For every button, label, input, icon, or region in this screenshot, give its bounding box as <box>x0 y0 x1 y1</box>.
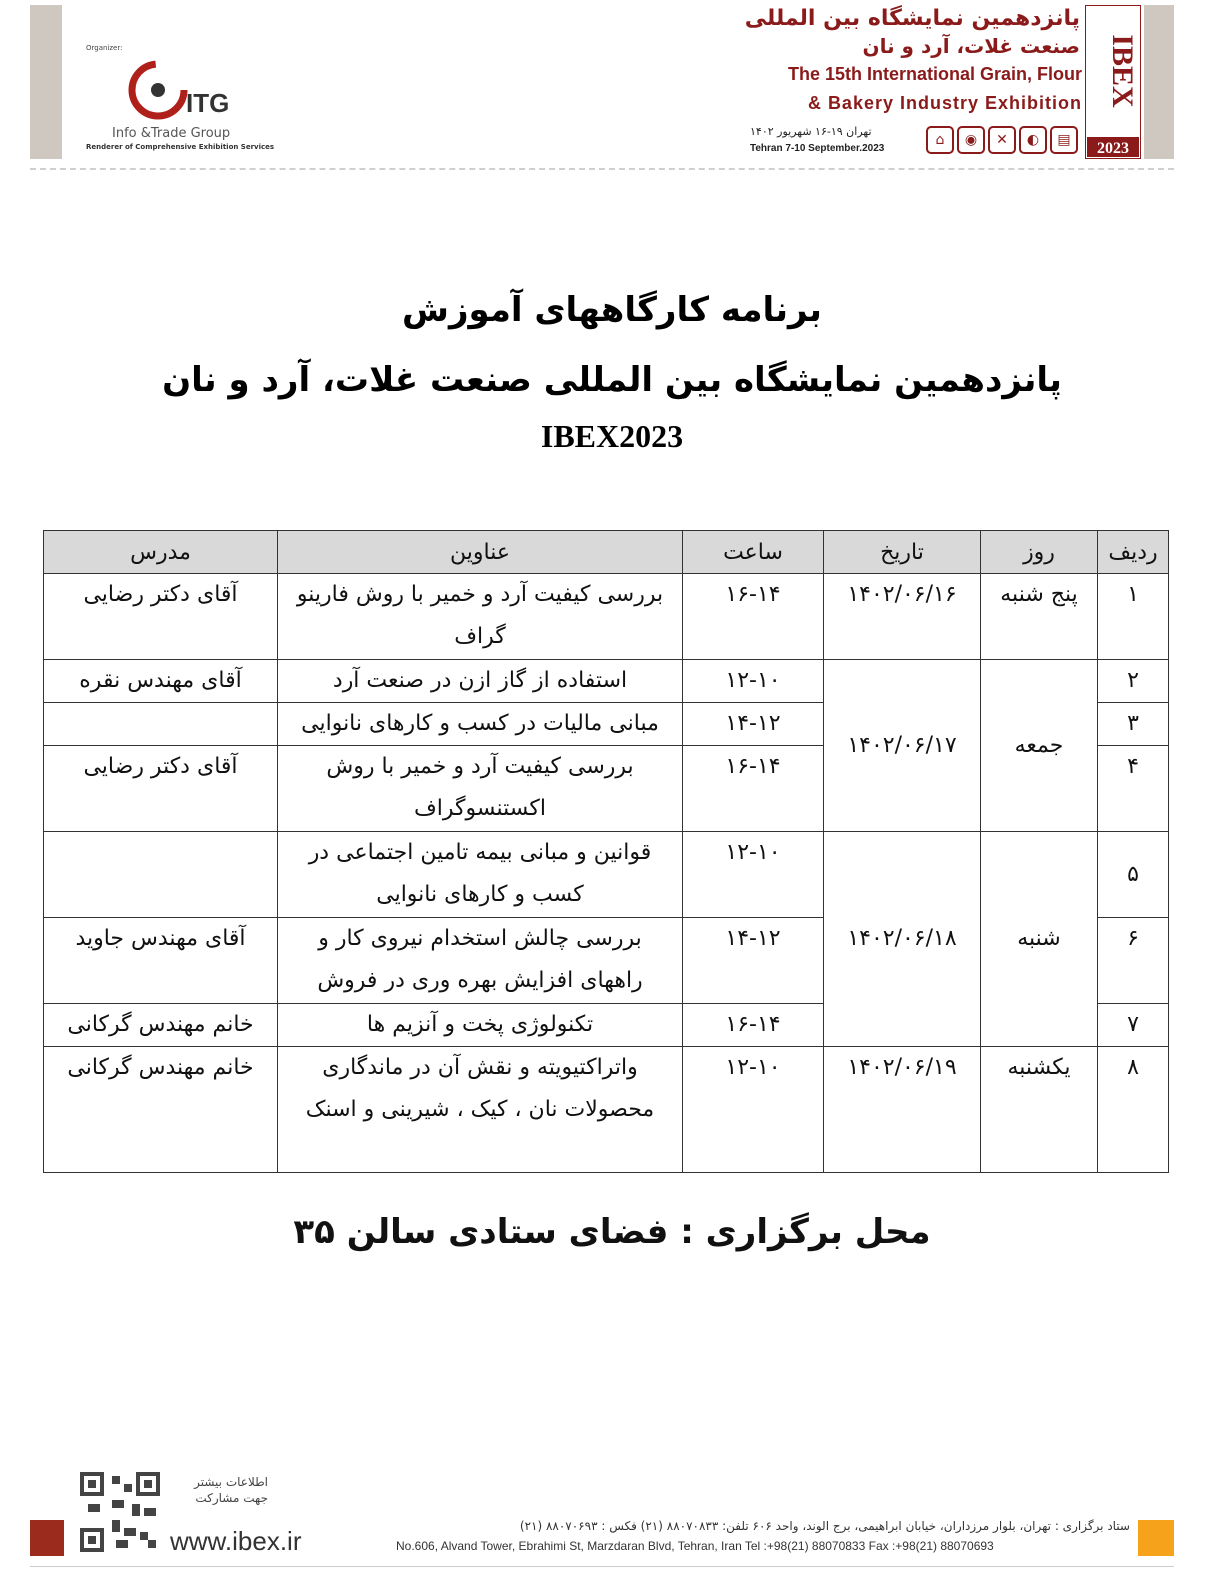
row-day: یکشنبه <box>981 1047 1098 1173</box>
table-row <box>44 574 1169 660</box>
row-topic: مبانی مالیات در کسب و کارهای نانوایی <box>278 703 683 746</box>
header-topic: عناوین <box>278 531 683 574</box>
footer-orange-block <box>1138 1520 1174 1556</box>
row-day: شنبه <box>981 832 1098 1047</box>
row-time: ۱۶-۱۴ <box>683 1004 824 1047</box>
row-time: ۱۴-۱۲ <box>683 703 824 746</box>
header-right-bar <box>1144 5 1174 159</box>
more-info-text <box>168 1474 268 1506</box>
website-link[interactable]: www.ibex.ir <box>170 1526 302 1556</box>
table-row <box>44 660 1169 703</box>
itg-logo-icon <box>128 60 238 124</box>
table-row <box>44 832 1169 918</box>
row-topic: بررسی کیفیت آرد و خمیر با روش فارینو گراف <box>278 574 683 660</box>
row-topic: بررسی چالش استخدام نیروی کار و راههای افزایش بهره وری در فروش <box>278 918 683 1004</box>
row-number: ۱ <box>1098 574 1169 660</box>
row-time: ۱۴-۱۲ <box>683 918 824 1004</box>
table-row <box>44 1047 1169 1173</box>
row-number: ۷ <box>1098 1004 1169 1047</box>
row-date: ۱۴۰۲/۰۶/۱۷ <box>824 660 981 832</box>
ibex-title-en-2: & Bakery Industry Exhibition <box>807 93 1082 113</box>
ibex-date-fa: تهران ۱۹-۱۶ شهریور ۱۴۰۲ <box>750 125 872 138</box>
header-row-number: ردیف <box>1098 531 1169 574</box>
ibex-logo-icon <box>1085 5 1141 159</box>
page-title-2: پانزدهمین نمایشگاه بین المللی صنعت غلات، آرد و نان <box>162 360 1062 400</box>
page-title-1: برنامه کارگاههای آموزش <box>402 290 822 330</box>
row-date: ۱۴۰۲/۰۶/۱۶ <box>824 574 981 660</box>
row-topic: استفاده از گاز ازن در صنعت آرد <box>278 660 683 703</box>
row-teacher: آقای دکتر رضایی <box>44 574 278 660</box>
bakery-shop-icon: ⌂ <box>926 126 954 154</box>
ibex-title-fa-1: پانزدهمین نمایشگاه بین المللی <box>744 6 1080 31</box>
row-number: ۲ <box>1098 660 1169 703</box>
row-time: ۱۲-۱۰ <box>683 660 824 703</box>
header-day: روز <box>981 531 1098 574</box>
row-number: ۸ <box>1098 1047 1169 1173</box>
row-teacher <box>44 703 278 746</box>
cake-icon: ◉ <box>957 126 985 154</box>
row-teacher: خانم مهندس گرکانی <box>44 1004 278 1047</box>
row-date: ۱۴۰۲/۰۶/۱۹ <box>824 1047 981 1173</box>
itg-tagline: Renderer of Comprehensive Exhibition Services <box>86 143 275 151</box>
row-number: ۶ <box>1098 918 1169 1004</box>
footer-red-block <box>30 1520 64 1556</box>
more-info-line: اطلاعات بیشتر <box>194 1475 268 1489</box>
oven-icon: ▤ <box>1050 126 1078 154</box>
address-fa: ستاد برگزاری : تهران، بلوار مرزداران، خیابان ابراهیمی، برج الوند، واحد ۶۰۶ تلفن: ۸۸۰۷۰۸۳۳ (۲۱) فکس : ۸۸۰۷۰۶۹۳ (۲۱) <box>519 1519 1130 1533</box>
address-en: No.606, Alvand Tower, Ebrahimi St, Marzdaran Blvd, Tehran, Iran Tel :+98(21) 88070833 Fax :+98(21) 88070693 <box>396 1539 994 1553</box>
ibex-logo-text: IBEX <box>1106 34 1139 108</box>
row-day: پنج شنبه <box>981 574 1098 660</box>
participate-line: جهت مشارکت <box>195 1491 268 1505</box>
row-teacher: آقای دکتر رضایی <box>44 746 278 832</box>
row-time: ۱۶-۱۴ <box>683 574 824 660</box>
ibex-title-fa-2: صنعت غلات، آرد و نان <box>862 34 1080 58</box>
row-teacher: آقای مهندس نقره <box>44 660 278 703</box>
row-day: جمعه <box>981 660 1098 832</box>
row-topic: قوانین و مبانی بیمه تامین اجتماعی در کسب و کارهای نانوایی <box>278 832 683 918</box>
row-teacher <box>44 832 278 918</box>
organizer-label: Organizer: <box>86 44 123 52</box>
ibex-title-en-1: The 15th International Grain, Flour <box>787 64 1082 84</box>
ibex-year: 2023 <box>1097 140 1129 157</box>
table-header-row <box>44 531 1169 574</box>
row-time: ۱۶-۱۴ <box>683 746 824 832</box>
row-time: ۱۲-۱۰ <box>683 1047 824 1173</box>
row-topic: تکنولوژی پخت و آنزیم ها <box>278 1004 683 1047</box>
header-teacher: مدرس <box>44 531 278 574</box>
row-topic: واتراکتیویته و نقش آن در ماندگاری محصولات نان ، کیک ، شیرینی و اسنک <box>278 1047 683 1173</box>
windmill-icon: ✕ <box>988 126 1016 154</box>
ibex-date-en: Tehran 7-10 September.2023 <box>750 143 885 154</box>
ibex-bakery-icons <box>926 126 1082 156</box>
header-divider <box>30 168 1174 170</box>
page-title-3: IBEX2023 <box>540 418 684 454</box>
qr-code-icon[interactable] <box>80 1472 160 1552</box>
row-topic: بررسی کیفیت آرد و خمیر با روش اکستنسوگراف <box>278 746 683 832</box>
itg-subtitle: Info &Trade Group <box>112 126 231 141</box>
bread-icon: ◐ <box>1019 126 1047 154</box>
header-time: ساعت <box>683 531 824 574</box>
workshop-schedule-table <box>43 530 1169 1173</box>
row-number: ۳ <box>1098 703 1169 746</box>
row-teacher: خانم مهندس گرکانی <box>44 1047 278 1173</box>
header-date: تاریخ <box>824 531 981 574</box>
row-number: ۵ <box>1098 832 1169 918</box>
row-number: ۴ <box>1098 746 1169 832</box>
venue-text: محل برگزاری : فضای ستادی سالن ۳۵ <box>293 1212 931 1252</box>
row-time: ۱۲-۱۰ <box>683 832 824 918</box>
footer-divider <box>30 1566 1174 1567</box>
row-teacher: آقای مهندس جاوید <box>44 918 278 1004</box>
itg-name: ITG <box>186 88 230 118</box>
row-date: ۱۴۰۲/۰۶/۱۸ <box>824 832 981 1047</box>
header-left-bar <box>30 5 62 159</box>
